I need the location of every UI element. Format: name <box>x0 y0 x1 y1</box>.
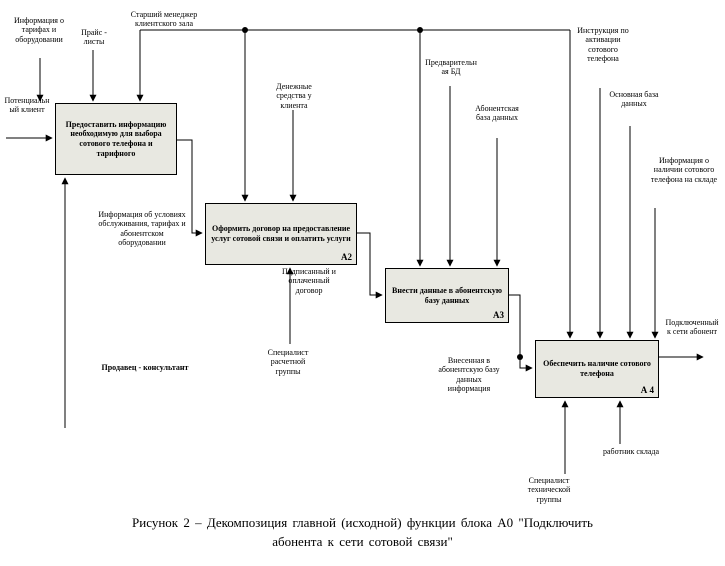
label-tariff-info: Информация о тарифах и оборудовании <box>14 16 64 44</box>
label-potential-client: Потенциальный клиент <box>4 96 50 115</box>
label-tech-specialist: Специалист технической группы <box>527 476 571 504</box>
box-a4 <box>535 340 659 398</box>
box-a2-title: Оформить договор на предоставление услуг сотовой связи и оплатить услуги <box>211 224 351 243</box>
label-service-info: Информация об условиях обслуживания, тарифах и абонентском оборудовании <box>98 210 186 248</box>
box-a3 <box>385 268 509 323</box>
branch-dot-3 <box>517 354 523 360</box>
label-preliminary-db: Предварительная БД <box>425 58 477 77</box>
label-signed-contract: Подписанный и оплаченный договор <box>282 267 336 295</box>
label-availability-info: Информация о наличии сотового телефона на складе <box>650 156 718 184</box>
label-entered-info: Внесенная в абонентскую базу данных информация <box>438 356 500 394</box>
label-money: Денежные средства у клиента <box>276 82 312 110</box>
label-sales-consultant: Продавец - консультант <box>101 363 189 372</box>
label-warehouse-worker: работник склада <box>602 447 660 456</box>
label-subscriber-db: Абонентская база данных <box>475 104 519 123</box>
label-senior-manager: Старший менеджер клиентского зала <box>130 10 198 29</box>
arrow-a2-output-a3 <box>357 233 382 295</box>
box-a3-title: Внести данные в абонентскую базу данных <box>392 285 502 305</box>
box-a2 <box>205 203 357 265</box>
label-connected-subscriber: Подключенный к сети абонент <box>665 318 719 337</box>
box-a1-title: Предоставить информацию необходимую для выбора сотового телефона и тарифного <box>65 119 167 158</box>
label-main-db: Основная база данных <box>609 90 659 109</box>
label-activation-instructions: Инструкция по активации сотового телефона <box>577 26 629 64</box>
label-settlement-specialist: Специалист расчетной группы <box>267 348 309 376</box>
branch-dot-2 <box>417 27 423 33</box>
box-a4-title: Обеспечить наличие сотового телефона <box>543 359 651 378</box>
box-a2-code: А2 <box>341 252 352 263</box>
box-a3-code: А3 <box>493 310 504 321</box>
branch-dot-1 <box>242 27 248 33</box>
box-a4-code: А 4 <box>640 385 654 396</box>
box-a1 <box>55 103 177 175</box>
label-price-lists: Прайс - листы <box>81 28 107 47</box>
figure-caption: Рисунок 2 – Декомпозиция главной (исходной) функции блока А0 "Подключить абонента к сети сотовой связи" <box>132 515 593 549</box>
